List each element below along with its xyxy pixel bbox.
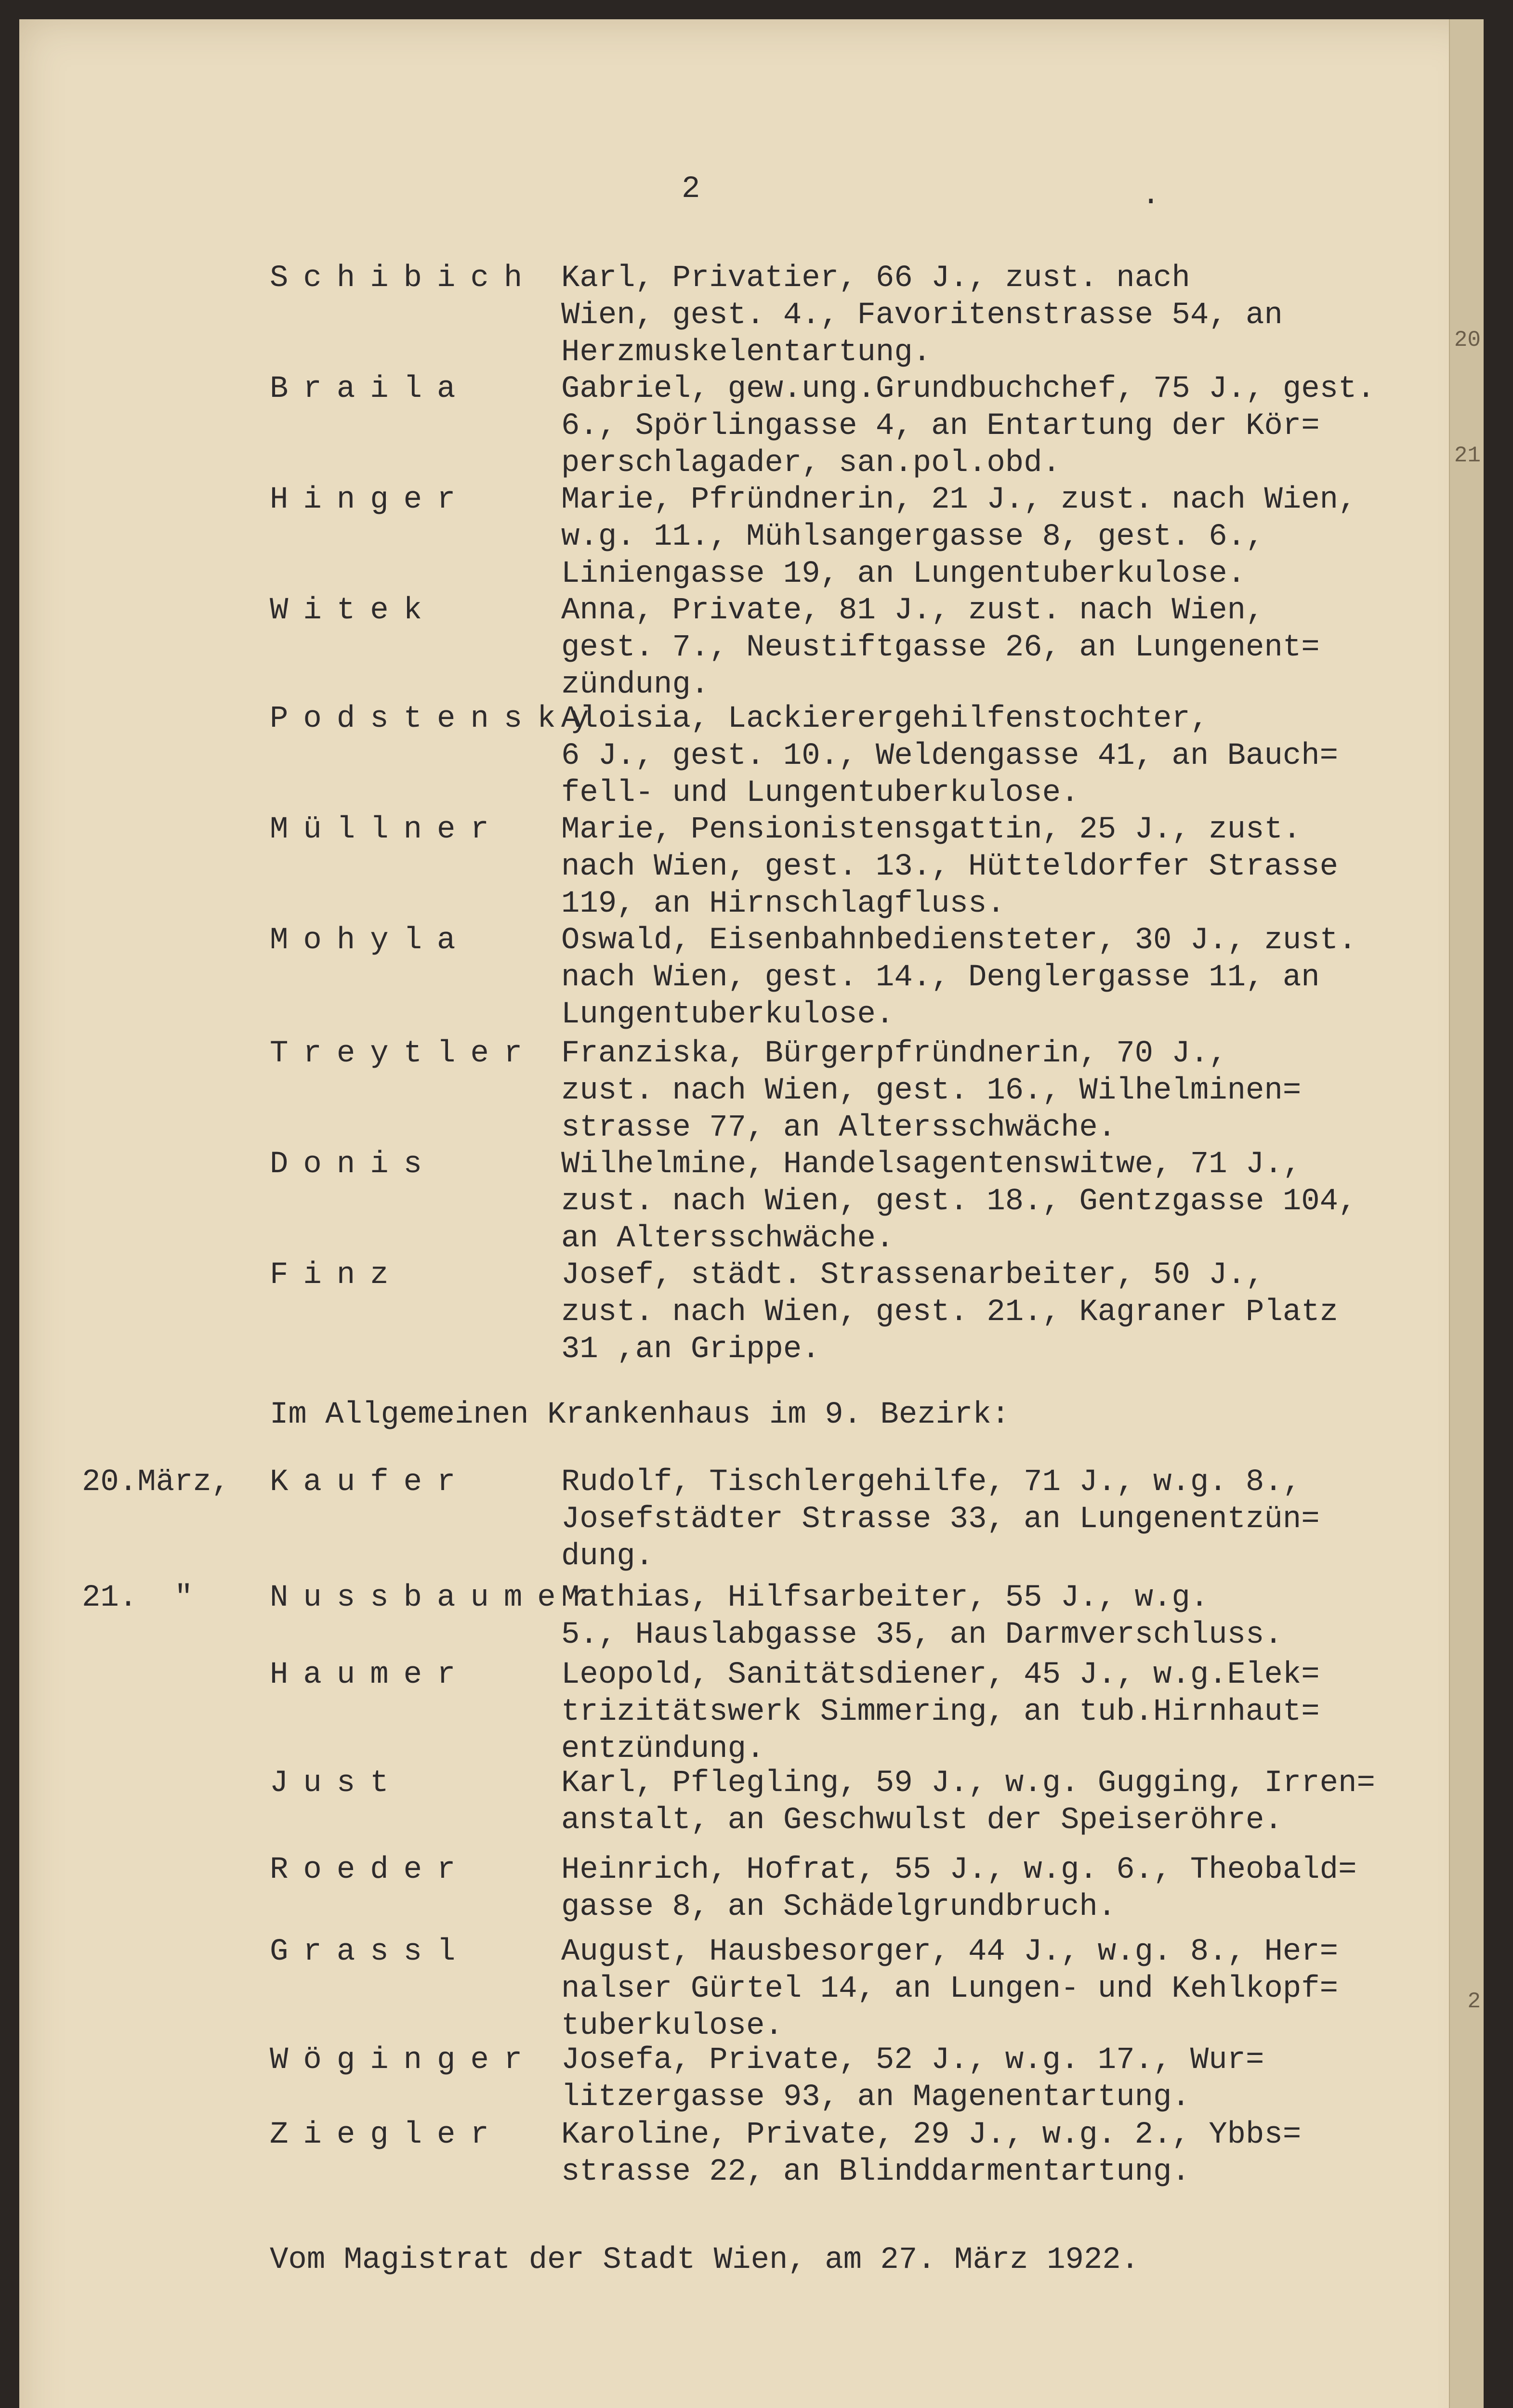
entry-detail-line: strasse 77, an Altersschwäche. [561,1111,1117,1145]
entry-detail-line: trizitätswerk Simmering, an tub.Hirnhaut= [561,1695,1320,1729]
entry-detail-line: nalser Gürtel 14, an Lungen- und Kehlkopf= [561,1972,1339,2006]
entry-detail-line: zust. nach Wien, gest. 18., Gentzgasse 104, [561,1184,1357,1219]
entry-surname: Roeder [270,1853,471,1887]
entry-surname: Hinger [270,483,471,517]
entry-detail-line: Anna, Private, 81 J., zust. nach Wien, [561,593,1264,628]
section-heading: Im Allgemeinen Krankenhaus im 9. Bezirk: [270,1398,1010,1432]
entry-surname: Treytler [270,1036,538,1071]
entry-surname: Mohyla [270,923,471,958]
entry-details [561,1934,1338,2045]
entry-detail-line: nach Wien, gest. 13., Hütteldorfer Strasse [561,850,1339,884]
entry-detail-line: Karl, Pflegling, 59 J., w.g. Gugging, Irren= [561,1766,1375,1801]
entry-details [561,1035,1301,1147]
entry-details [561,2117,1301,2191]
entry-detail-line: gest. 7., Neustiftgasse 26, an Lungenent= [561,630,1320,665]
entry-details [561,371,1375,482]
entry-detail-line: Heinrich, Hofrat, 55 J., w.g. 6., Theobald= [561,1853,1357,1887]
entry-detail-line: Aloisia, Lackierergehilfenstochter, [561,702,1209,736]
entry-surname: Just [270,1766,404,1801]
entry-details [561,482,1356,593]
entry-detail-line: Oswald, Eisenbahnbediensteter, 30 J., zust. [561,923,1357,958]
entry-detail-line: Karoline, Private, 29 J., w.g. 2., Ybbs= [561,2118,1302,2152]
entry-detail-line: Mathias, Hilfsarbeiter, 55 J., w.g. [561,1581,1209,1615]
entry-details [561,922,1356,1034]
entry-detail-line: zust. nach Wien, gest. 21., Kagraner Platz [561,1295,1339,1330]
entry-detail-line: 6 J., gest. 10., Weldengasse 41, an Bauch= [561,739,1339,773]
entry-details [561,1580,1283,1654]
entry-detail-line: Marie, Pensionistensgattin, 25 J., zust. [561,812,1302,847]
entry-detail-line: Liniengasse 19, an Lungentuberkulose. [561,557,1246,591]
entry-detail-line: 31 ,an Grippe. [561,1332,820,1367]
entry-detail-line: Marie, Pfründnerin, 21 J., zust. nach Wien, [561,483,1357,517]
entry-detail-line: Herzmuskelentartung. [561,335,932,370]
entry-surname: Haumer [270,1658,471,1692]
entry-detail-line: 6., Spörlingasse 4, an Entartung der Kör= [561,409,1320,444]
entry-detail-line: Gabriel, gew.ung.Grundbuchchef, 75 J., gest. [561,372,1375,406]
entry-detail-line: Lungentuberkulose. [561,997,895,1032]
entry-details [561,260,1283,371]
entry-detail-line: fell- und Lungentuberkulose. [561,776,1079,811]
entry-detail-line: 119, an Hirnschlagfluss. [561,887,1005,921]
entry-detail-line: Josef, städt. Strassenarbeiter, 50 J., [561,1258,1264,1293]
entry-details [561,811,1338,923]
entry-surname: Schibich [270,261,538,296]
entry-details [561,1464,1320,1575]
entry-surname: Witek [270,593,437,628]
entry-detail-line: Josefstädter Strasse 33, an Lungenentzün= [561,1502,1320,1537]
entry-details [561,1852,1356,1926]
entry-surname: Nussbaumer [270,1581,605,1615]
entry-detail-line: perschlagader, san.pol.obd. [561,446,1061,481]
entry-detail-line: 5., Hauslabgasse 35, an Darmverschluss. [561,1618,1283,1652]
edge-number: 2 [1467,1989,1481,2014]
entry-detail-line: Leopold, Sanitätsdiener, 45 J., w.g.Elek= [561,1658,1320,1692]
entry-detail-line: w.g. 11., Mühlsangergasse 8, gest. 6., [561,520,1264,554]
entry-detail-line: zündung. [561,667,710,702]
entry-details [561,2042,1264,2116]
entry-surname: Podstensky [270,702,605,736]
entry-surname: Wöginger [270,2043,538,2078]
entry-surname: Braila [270,372,471,406]
page-number: 2 [682,172,700,207]
entry-detail-line: dung. [561,1539,654,1574]
entry-detail-line: nach Wien, gest. 14., Denglergasse 11, an [561,960,1320,995]
entry-details [561,701,1338,812]
entry-surname: Grassl [270,1935,471,1969]
entry-detail-line: Josefa, Private, 52 J., w.g. 17., Wur= [561,2043,1264,2078]
entry-details [561,1765,1375,1839]
entry-details [561,1146,1356,1257]
entry-detail-line: strasse 22, an Blinddarmentartung. [561,2155,1190,2189]
entry-detail-line: gasse 8, an Schädelgrundbruch. [561,1890,1117,1924]
entry-detail-line: Wilhelmine, Handelsagentenswitwe, 71 J., [561,1147,1302,1182]
adjacent-page-edge [1449,19,1484,2408]
entry-date: 20.März, [82,1465,230,1500]
entry-detail-line: anstalt, an Geschwulst der Speiseröhre. [561,1803,1283,1838]
entry-detail-line: August, Hausbesorger, 44 J., w.g. 8., Her= [561,1935,1339,1969]
edge-number: 20 [1454,327,1481,353]
entry-detail-line: Wien, gest. 4., Favoritenstrasse 54, an [561,298,1283,333]
entry-surname: Donis [270,1147,437,1182]
entry-surname: Ziegler [270,2118,504,2152]
closing-line: Vom Magistrat der Stadt Wien, am 27. März 1922. [270,2243,1140,2277]
entry-surname: Müllner [270,812,504,847]
edge-number: 21 [1454,443,1481,468]
entry-detail-line: entzündung. [561,1732,765,1767]
entry-detail-line: litzergasse 93, an Magenentartung. [561,2080,1190,2115]
entry-surname: Finz [270,1258,404,1293]
entry-detail-line: zust. nach Wien, gest. 16., Wilhelminen= [561,1073,1302,1108]
entry-surname: Kaufer [270,1465,471,1500]
entry-detail-line: Rudolf, Tischlergehilfe, 71 J., w.g. 8., [561,1465,1302,1500]
entry-details [561,1257,1338,1368]
entry-details [561,592,1320,704]
entry-detail-line: Karl, Privatier, 66 J., zust. nach [561,261,1190,296]
entry-detail-line: an Altersschwäche. [561,1221,895,1256]
typed-dot: . [1142,178,1160,213]
entry-date: 21. " [82,1581,193,1615]
entry-detail-line: tuberkulose. [561,2009,783,2043]
entry-details [561,1657,1320,1768]
entry-detail-line: Franziska, Bürgerpfründnerin, 70 J., [561,1036,1227,1071]
